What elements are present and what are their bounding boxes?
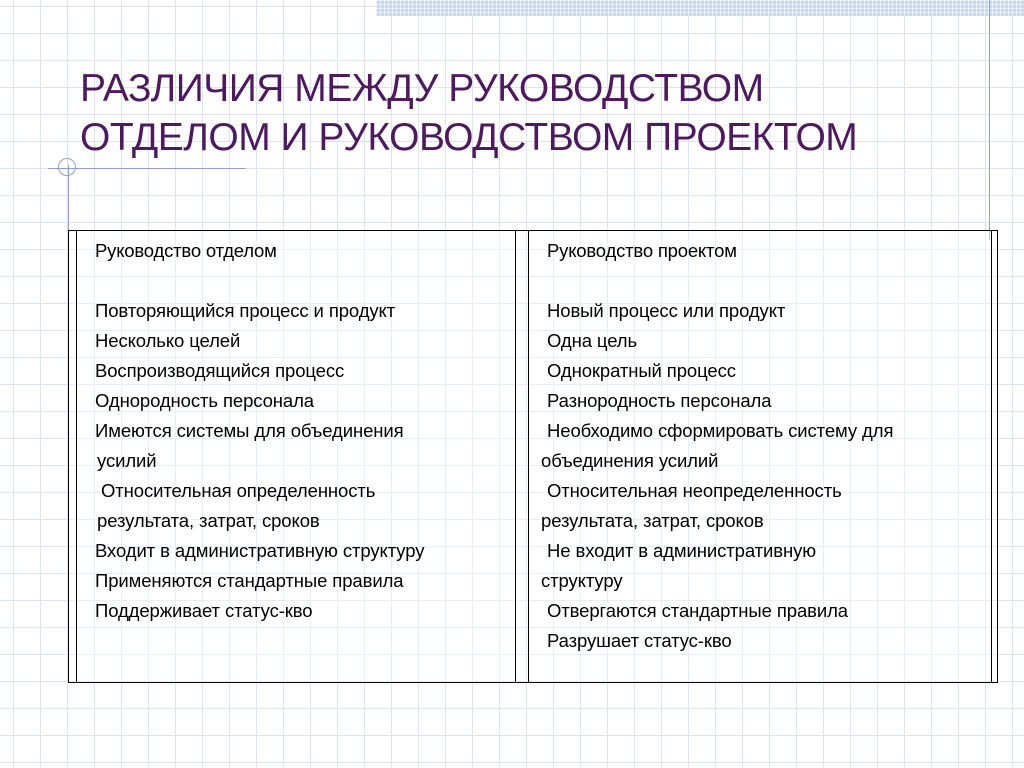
- list-item: структуру: [541, 570, 623, 591]
- list-item: Не входит в административную: [547, 540, 817, 561]
- list-item: Необходимо сформировать систему для: [547, 420, 894, 441]
- decorative-top-band: [376, 0, 1024, 16]
- list-item: усилий: [97, 450, 157, 471]
- list-item: Несколько целей: [95, 330, 241, 351]
- table-column-project: [528, 230, 992, 683]
- list-item: объединения усилий: [541, 450, 719, 471]
- list-item: Одна цель: [547, 330, 638, 351]
- list-item: Новый процесс или продукт: [547, 300, 786, 321]
- slide-title: [80, 64, 940, 162]
- decorative-circle-icon: [58, 158, 76, 176]
- list-item: Отвергаются стандартные правила: [547, 600, 848, 621]
- list-item: Поддерживает статус-кво: [95, 600, 313, 621]
- column-spacer: [95, 266, 515, 296]
- list-item: Воспроизводящийся процесс: [95, 360, 345, 381]
- column-spacer: [541, 266, 991, 296]
- list-item: результата, затрат, сроков: [541, 510, 764, 531]
- decorative-right-line: [989, 0, 990, 240]
- list-item: Относительная неопределенность: [547, 480, 842, 501]
- table-column-department: [76, 230, 516, 683]
- list-item: Повторяющийся процесс и продукт: [95, 300, 396, 321]
- list-item: Относительная определенность: [101, 480, 376, 501]
- list-item: результата, затрат, сроков: [97, 510, 320, 531]
- list-item: Применяются стандартные правила: [95, 570, 404, 591]
- decorative-title-underline: [48, 168, 246, 169]
- column-heading-project: Руководство проектом: [547, 240, 737, 261]
- list-item: Имеются системы для объединения: [95, 420, 404, 441]
- slide-title-line-2: ОТДЕЛОМ И РУКОВОДСТВОМ ПРОЕКТОМ: [80, 116, 858, 159]
- list-item: Разнородность персонала: [547, 390, 772, 411]
- list-item: Однократный процесс: [547, 360, 736, 381]
- slide-title-line-1: РАЗЛИЧИЯ МЕЖДУ РУКОВОДСТВОМ: [80, 67, 764, 110]
- list-item: Входит в административную структуру: [95, 540, 425, 561]
- list-item: Однородность персонала: [95, 390, 314, 411]
- column-heading-department: Руководство отделом: [95, 240, 277, 261]
- list-item: Разрушает статус-кво: [547, 630, 732, 651]
